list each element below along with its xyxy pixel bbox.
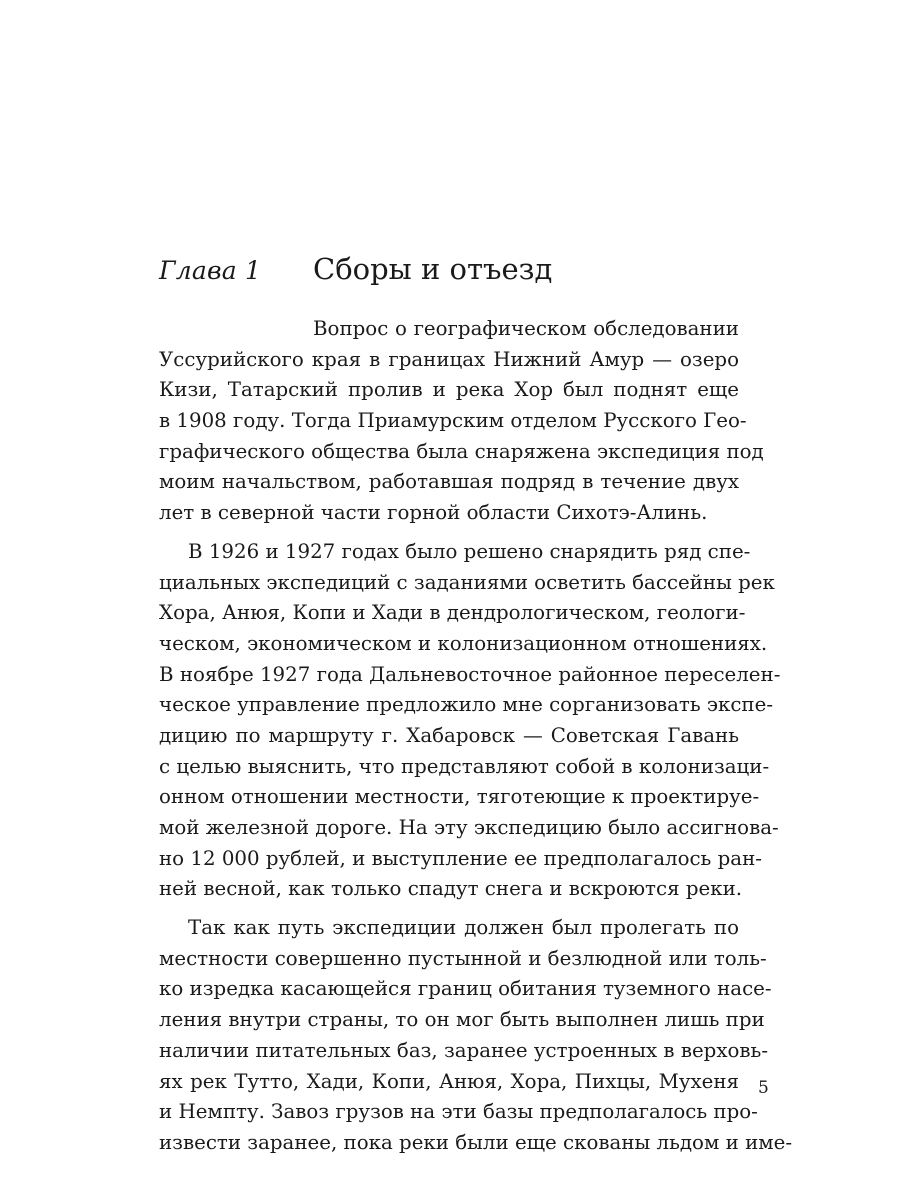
text-line: и Немпту. Завоз грузов на эти базы предполагалось про- bbox=[159, 1100, 758, 1124]
text-line: ко изредка касающейся границ обитания туземного насе- bbox=[159, 977, 772, 1001]
text-line: мой железной дороге. На эту экспедицию было ассигнова- bbox=[159, 816, 779, 839]
text-line: дицию по маршруту г. Хабаровск — Советская Гавань bbox=[159, 723, 739, 747]
text-line: В ноябре 1927 года Дальневосточное районное переселен- bbox=[159, 662, 781, 686]
chapter-number: Глава 1 bbox=[159, 256, 262, 285]
text-line: ческом, экономическом и колонизационном отношениях. bbox=[159, 631, 768, 655]
text-line: Кизи, Татарский пролив и река Хор был поднят еще bbox=[159, 378, 739, 402]
chapter-title: Сборы и отъезд bbox=[313, 252, 553, 286]
text-line: лет в северной части горной области Сихотэ-Алинь. bbox=[159, 501, 708, 525]
text-line: ления внутри страны, то он мог быть выполнен лишь при bbox=[159, 1008, 765, 1032]
text-line: извести заранее, пока реки были еще скованы льдом и име- bbox=[159, 1130, 793, 1154]
paragraph bbox=[159, 314, 764, 529]
text-line: Так как путь экспедиции должен был пролегать по bbox=[188, 916, 739, 940]
paragraph bbox=[159, 913, 793, 1159]
text-line: местности совершенно пустынной и безлюдной или толь- bbox=[159, 946, 767, 970]
text-line: графического общества была снаряжена экспедиция под bbox=[159, 439, 764, 463]
text-line: ней весной, как только спадут снега и вскроются реки. bbox=[159, 877, 743, 901]
text-line: ях рек Тутто, Хади, Копи, Анюя, Хора, Пихцы, Мухеня bbox=[159, 1069, 739, 1093]
text-line: в 1908 году. Тогда Приамурским отделом Русского Гео- bbox=[159, 409, 747, 433]
text-line: моим начальством, работавшая подряд в течение двух bbox=[159, 470, 739, 494]
text-line: наличии питательных баз, заранее устроенных в верховь- bbox=[159, 1038, 768, 1062]
body-text bbox=[159, 314, 793, 1159]
text-line: В 1926 и 1927 годах было решено снарядить ряд спе- bbox=[188, 539, 751, 563]
text-line: с целью выяснить, что представляют собой в колонизаци- bbox=[159, 754, 770, 778]
text-line: Вопрос о географическом обследовании bbox=[313, 317, 739, 340]
text-line: циальных экспедиций с заданиями осветить бассейны рек bbox=[159, 570, 775, 594]
chapter-heading bbox=[159, 250, 759, 294]
text-line: онном отношении местности, тяготеющие к проектируе- bbox=[159, 785, 760, 809]
paragraph bbox=[159, 537, 781, 905]
text-line: Хора, Анюя, Копи и Хади в дендрологическом, геологи- bbox=[159, 601, 746, 625]
text-line: Уссурийского края в границах Нижний Амур — озеро bbox=[159, 347, 739, 371]
page-number: 5 bbox=[758, 1078, 769, 1098]
text-line: ческое управление предложило мне сорганизовать экспе- bbox=[159, 693, 774, 717]
text-line: но 12 000 рублей, и выступление ее предполагалось ран- bbox=[159, 846, 762, 870]
